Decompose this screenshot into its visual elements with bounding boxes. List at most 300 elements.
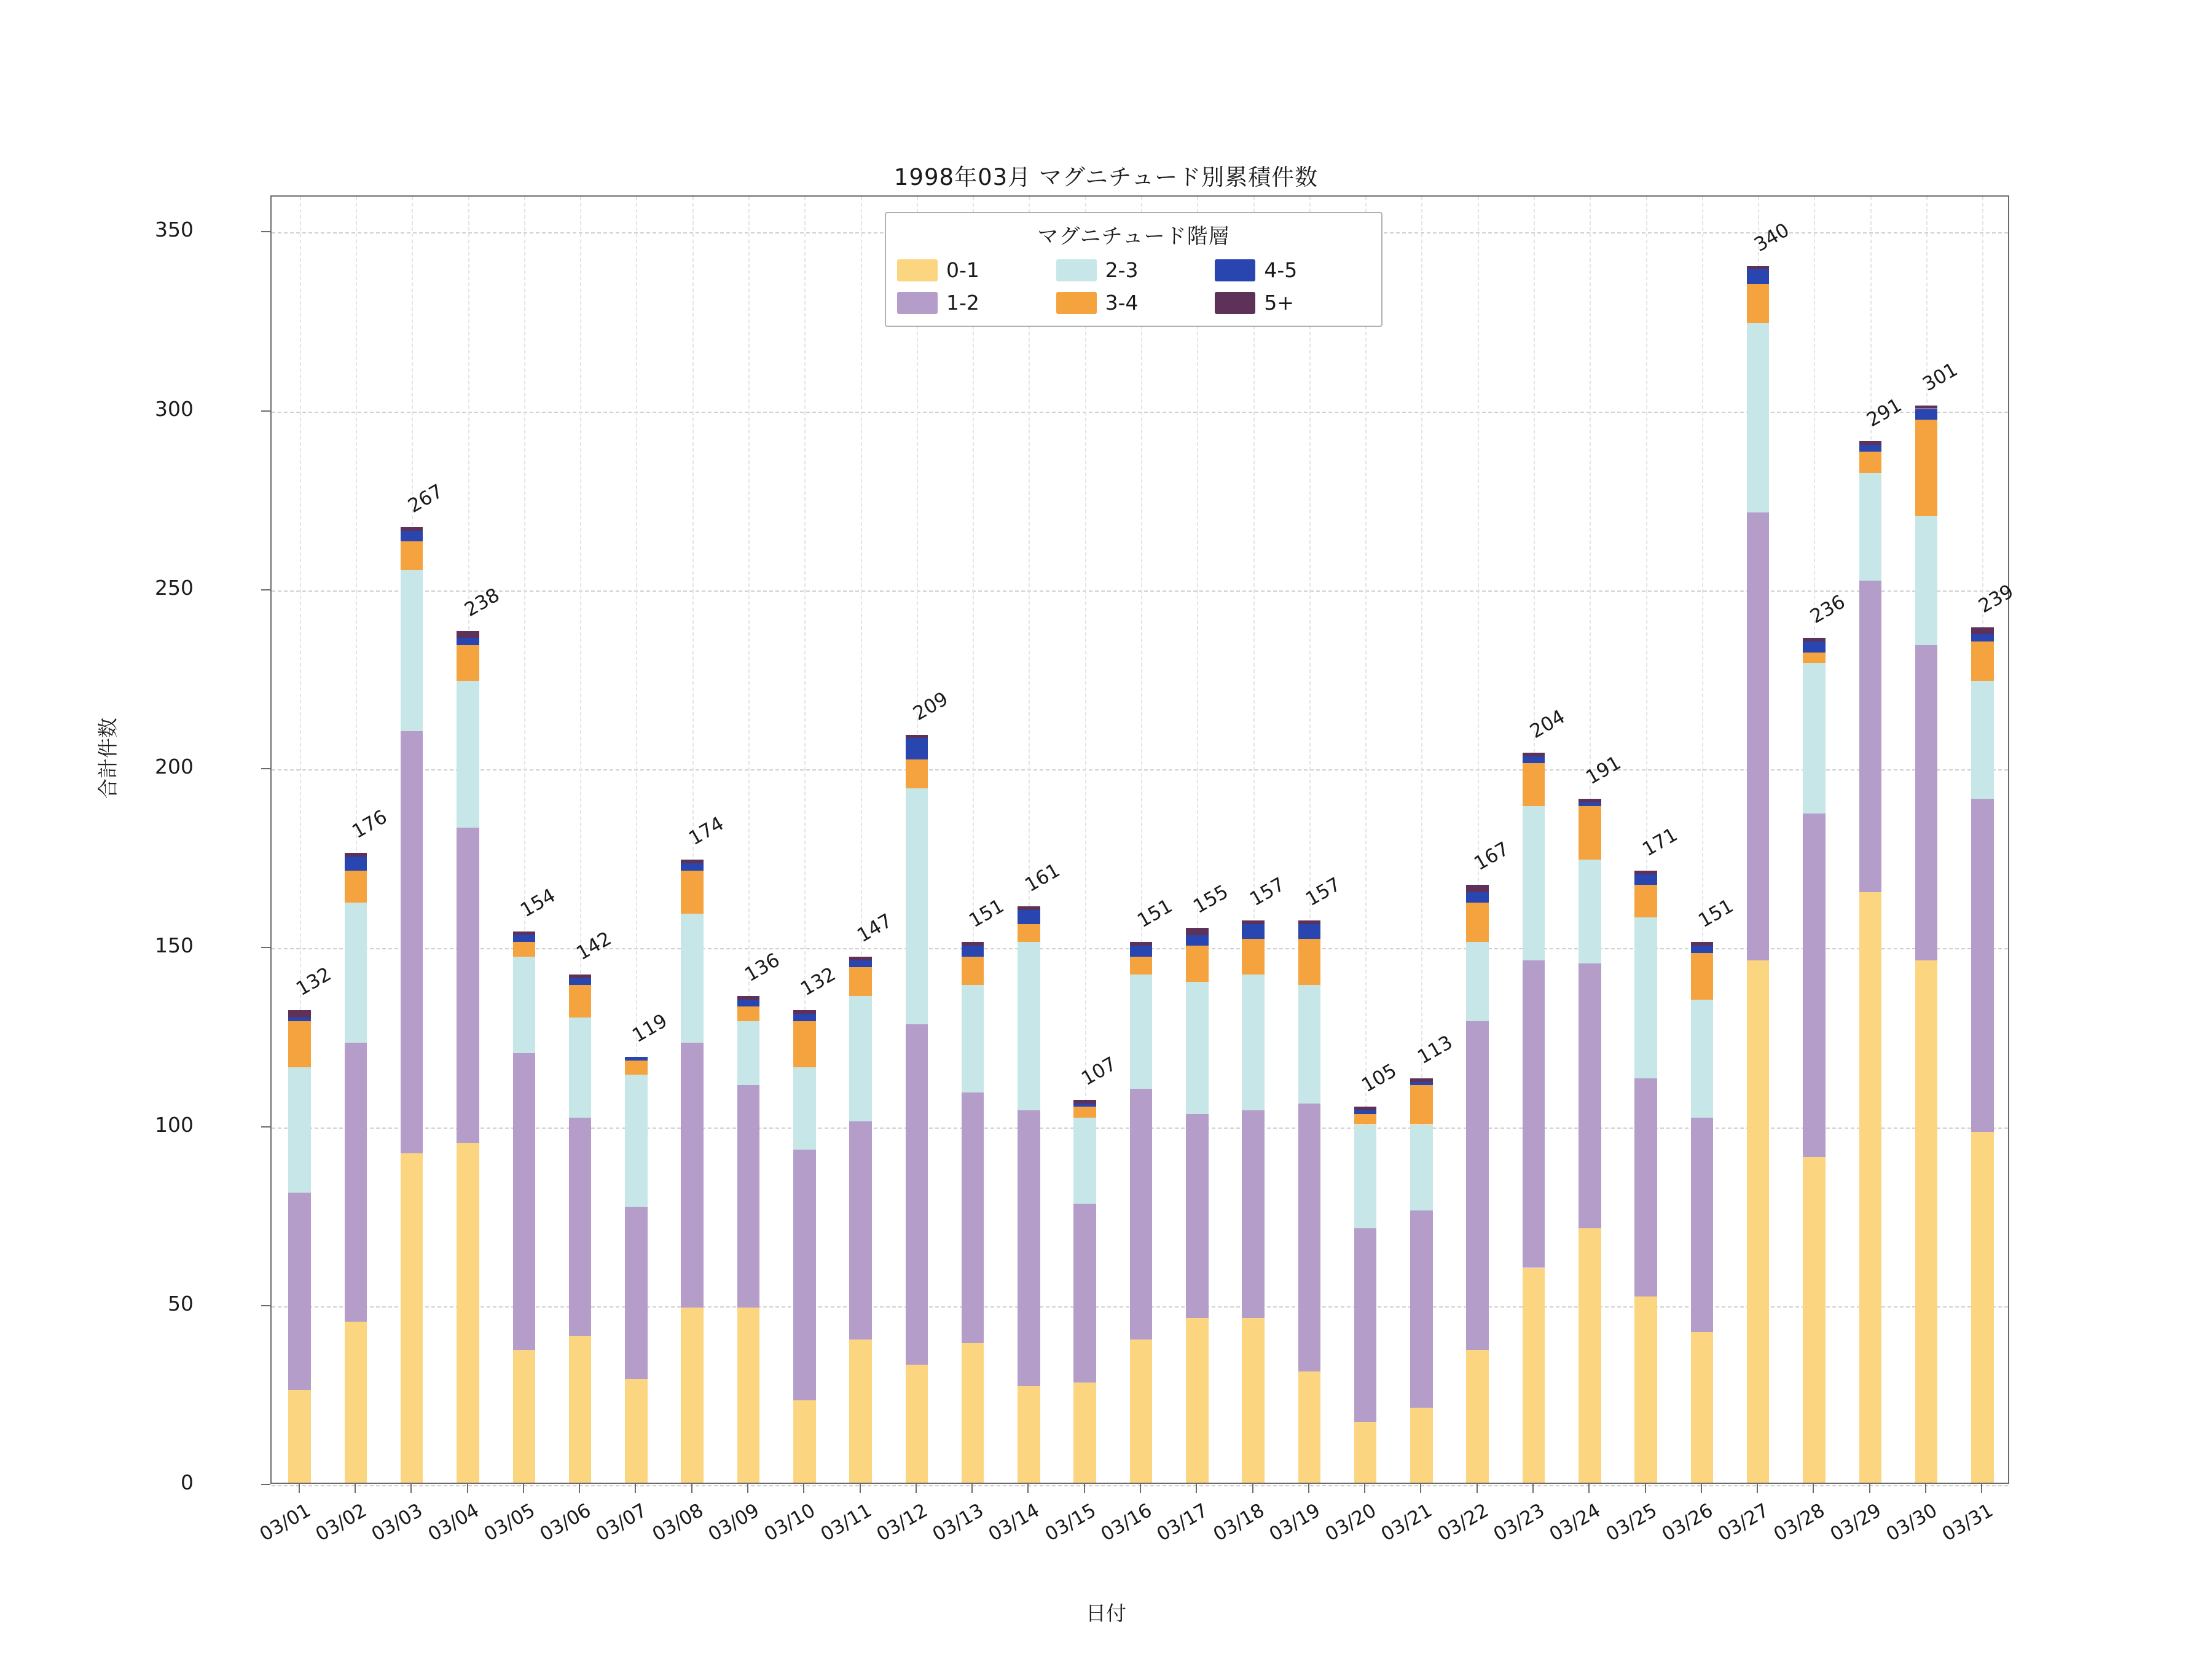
- bar-segment-2-3[interactable]: [513, 957, 536, 1053]
- bar-total-label: 167: [1470, 837, 1513, 876]
- bar-segment-4-5[interactable]: [1634, 874, 1657, 885]
- bar-segment-1-2[interactable]: [1242, 1110, 1265, 1318]
- legend-swatch-3-4: [1056, 292, 1097, 314]
- bar-total-label: 301: [1919, 358, 1962, 396]
- x-tick-label: 03/03: [367, 1499, 427, 1546]
- bar-segment-0-1[interactable]: [1466, 1350, 1489, 1483]
- x-tick-mark: [1925, 1484, 1926, 1493]
- x-tick-mark: [1532, 1484, 1534, 1493]
- legend-swatch-1-2: [897, 292, 938, 314]
- bar-segment-4-5[interactable]: [1747, 269, 1770, 283]
- bar-segment-1-2[interactable]: [962, 1092, 984, 1343]
- bar-segment-1-2[interactable]: [1186, 1114, 1209, 1318]
- bar-segment-3-4[interactable]: [737, 1006, 760, 1021]
- bar-segment-3-4[interactable]: [906, 759, 928, 788]
- bar-segment-0-1[interactable]: [1186, 1318, 1209, 1483]
- bar-segment-1-2[interactable]: [625, 1207, 648, 1379]
- bar-segment-4-5[interactable]: [962, 946, 984, 956]
- bar-segment-1-2[interactable]: [1466, 1021, 1489, 1351]
- bar-segment-1-2[interactable]: [1971, 799, 1994, 1132]
- bar-segment-1-2[interactable]: [569, 1118, 592, 1336]
- bar-segment-5+[interactable]: [1747, 266, 1770, 270]
- bar-group[interactable]: [1747, 194, 1794, 1483]
- bar-group[interactable]: [625, 194, 672, 1483]
- bar-group[interactable]: [1018, 194, 1064, 1483]
- x-tick-label: 03/12: [873, 1499, 931, 1546]
- x-tick-label: 03/02: [312, 1499, 371, 1546]
- bar-segment-0-1[interactable]: [793, 1400, 816, 1483]
- bar-segment-2-3[interactable]: [681, 914, 704, 1043]
- x-tick-label: 03/13: [928, 1499, 988, 1546]
- bar-segment-1-2[interactable]: [1410, 1210, 1433, 1407]
- bar-segment-5+[interactable]: [681, 860, 704, 863]
- x-tick-label: 03/20: [1321, 1499, 1381, 1546]
- x-tick-mark: [635, 1484, 636, 1493]
- bar-group[interactable]: [1466, 194, 1513, 1483]
- bar-segment-0-1[interactable]: [1410, 1408, 1433, 1483]
- bar-segment-4-5[interactable]: [569, 978, 592, 986]
- x-tick-mark: [299, 1484, 300, 1493]
- bar-segment-5+[interactable]: [1579, 799, 1601, 802]
- bar-segment-5+[interactable]: [1691, 942, 1714, 946]
- bar-segment-0-1[interactable]: [1634, 1296, 1657, 1483]
- bar-segment-3-4[interactable]: [569, 985, 592, 1017]
- bar-group[interactable]: [1859, 194, 1906, 1483]
- bar-segment-4-5[interactable]: [288, 1018, 311, 1021]
- x-tick-label: 03/24: [1545, 1499, 1605, 1546]
- x-tick-label: 03/01: [256, 1499, 315, 1546]
- bar-segment-0-1[interactable]: [1242, 1318, 1265, 1483]
- y-tick-label: 300: [155, 396, 194, 421]
- x-tick-label: 03/10: [760, 1499, 820, 1546]
- bar-group[interactable]: [1298, 194, 1345, 1483]
- bar-segment-3-4[interactable]: [625, 1061, 648, 1075]
- bar-segment-0-1[interactable]: [1130, 1339, 1153, 1483]
- bar-group[interactable]: [1915, 194, 1962, 1483]
- bar-segment-1-2[interactable]: [1073, 1204, 1096, 1382]
- legend-item-4-5[interactable]: [1215, 258, 1370, 282]
- bar-segment-4-5[interactable]: [906, 738, 928, 759]
- bar-segment-3-4[interactable]: [1691, 953, 1714, 1000]
- bar-segment-2-3[interactable]: [1859, 473, 1882, 581]
- legend-swatch-2-3: [1056, 259, 1097, 281]
- bar-group[interactable]: [457, 194, 503, 1483]
- bar-segment-2-3[interactable]: [1410, 1125, 1433, 1211]
- y-tick-mark: [261, 589, 270, 590]
- bar-segment-1-2[interactable]: [345, 1043, 367, 1322]
- y-tick-mark: [261, 768, 270, 769]
- plot-area: [270, 195, 2018, 1484]
- x-tick-label: 03/30: [1882, 1499, 1942, 1546]
- bar-segment-2-3[interactable]: [1130, 975, 1153, 1089]
- x-tick-label: 03/22: [1433, 1499, 1492, 1546]
- bar-segment-4-5[interactable]: [1579, 802, 1601, 806]
- legend-item-0-1[interactable]: [897, 258, 1053, 282]
- bar-segment-3-4[interactable]: [1579, 806, 1601, 860]
- bar-total-label: 174: [684, 812, 728, 850]
- bar-segment-1-2[interactable]: [288, 1193, 311, 1389]
- legend: [885, 212, 1382, 327]
- bar-segment-0-1[interactable]: [345, 1322, 367, 1483]
- bar-segment-1-2[interactable]: [401, 731, 423, 1153]
- bar-group[interactable]: [681, 194, 728, 1483]
- bar-group[interactable]: [513, 194, 560, 1483]
- bar-segment-4-5[interactable]: [1971, 634, 1994, 641]
- bar-segment-4-5[interactable]: [1915, 409, 1938, 420]
- bar-segment-0-1[interactable]: [1018, 1386, 1040, 1483]
- bar-segment-2-3[interactable]: [457, 681, 479, 828]
- x-tick-label: 03/29: [1826, 1499, 1885, 1546]
- bar-segment-2-3[interactable]: [569, 1018, 592, 1118]
- bar-segment-0-1[interactable]: [569, 1336, 592, 1483]
- legend-item-3-4[interactable]: [1056, 291, 1212, 315]
- bar-segment-5+[interactable]: [906, 735, 928, 739]
- bar-segment-4-5[interactable]: [345, 857, 367, 871]
- x-tick-mark: [860, 1484, 861, 1493]
- bar-total-label: 204: [1526, 705, 1569, 743]
- bar-segment-1-2[interactable]: [513, 1053, 536, 1350]
- bar-group[interactable]: [1354, 194, 1401, 1483]
- bar-segment-5+[interactable]: [1971, 627, 1994, 635]
- legend-label: 2-3: [1105, 258, 1139, 282]
- bar-segment-1-2[interactable]: [1298, 1104, 1321, 1372]
- bar-total-label: 136: [740, 949, 784, 986]
- bar-segment-3-4[interactable]: [1073, 1107, 1096, 1117]
- bar-segment-2-3[interactable]: [1971, 681, 1994, 799]
- x-tick-mark: [1757, 1484, 1758, 1493]
- bar-group[interactable]: [1410, 194, 1457, 1483]
- bar-segment-4-5[interactable]: [793, 1014, 816, 1021]
- bar-group[interactable]: [793, 194, 840, 1483]
- bar-total-label: 171: [1638, 823, 1681, 861]
- bar-segment-2-3[interactable]: [906, 788, 928, 1024]
- bar-segment-5+[interactable]: [569, 975, 592, 978]
- bar-total-label: 176: [348, 806, 391, 843]
- x-tick-label: 03/18: [1209, 1499, 1268, 1546]
- bar-segment-2-3[interactable]: [1298, 985, 1321, 1103]
- y-tick-label: 150: [155, 933, 194, 958]
- x-tick-mark: [467, 1484, 468, 1493]
- bar-segment-5+[interactable]: [1523, 753, 1545, 756]
- bar-segment-4-5[interactable]: [1859, 445, 1882, 452]
- bar-segment-2-3[interactable]: [849, 996, 872, 1121]
- bar-segment-0-1[interactable]: [849, 1339, 872, 1483]
- bar-group[interactable]: [288, 194, 335, 1483]
- bar-segment-1-2[interactable]: [1859, 581, 1882, 892]
- bar-segment-3-4[interactable]: [1523, 763, 1545, 806]
- bar-segment-4-5[interactable]: [625, 1057, 648, 1061]
- bar-segment-4-5[interactable]: [1410, 1082, 1433, 1086]
- y-tick-label: 0: [181, 1470, 194, 1494]
- bar-group[interactable]: [1186, 194, 1233, 1483]
- bar-segment-1-2[interactable]: [1691, 1118, 1714, 1333]
- bar-group[interactable]: [1803, 194, 1849, 1483]
- bar-segment-5+[interactable]: [737, 996, 760, 1000]
- x-tick-label: 03/06: [536, 1499, 595, 1546]
- bar-segment-2-3[interactable]: [625, 1075, 648, 1207]
- bar-segment-5+[interactable]: [1130, 942, 1153, 946]
- bar-segment-4-5[interactable]: [1073, 1104, 1096, 1107]
- bar-segment-4-5[interactable]: [513, 935, 536, 943]
- bar-segment-5+[interactable]: [1354, 1107, 1377, 1110]
- bar-segment-5+[interactable]: [1634, 871, 1657, 874]
- bar-segment-3-4[interactable]: [288, 1021, 311, 1068]
- bar-segment-3-4[interactable]: [793, 1021, 816, 1068]
- x-tick-label: 03/17: [1153, 1499, 1212, 1546]
- bar-segment-0-1[interactable]: [1915, 960, 1938, 1483]
- bar-segment-4-5[interactable]: [1354, 1110, 1377, 1114]
- legend-swatch-4-5: [1215, 259, 1255, 281]
- y-tick-mark: [261, 1484, 270, 1485]
- bar-segment-0-1[interactable]: [1691, 1332, 1714, 1483]
- bar-segment-0-1[interactable]: [1298, 1371, 1321, 1483]
- bar-segment-2-3[interactable]: [1579, 860, 1601, 963]
- y-tick-label: 50: [168, 1291, 194, 1316]
- bar-segment-1-2[interactable]: [1915, 645, 1938, 960]
- bar-segment-3-4[interactable]: [1298, 939, 1321, 986]
- x-tick-mark: [1420, 1484, 1421, 1493]
- bar-segment-1-2[interactable]: [1130, 1089, 1153, 1339]
- bar-segment-2-3[interactable]: [793, 1067, 816, 1150]
- legend-item-2-3[interactable]: [1056, 258, 1212, 282]
- bar-segment-4-5[interactable]: [1018, 910, 1040, 924]
- bar-segment-1-2[interactable]: [793, 1150, 816, 1400]
- bar-segment-0-1[interactable]: [1747, 960, 1770, 1483]
- bar-segment-3-4[interactable]: [1915, 420, 1938, 516]
- x-tick-label: 03/04: [424, 1499, 483, 1546]
- bar-segment-0-1[interactable]: [1523, 1268, 1545, 1483]
- bar-segment-5+[interactable]: [1410, 1078, 1433, 1082]
- bar-segment-0-1[interactable]: [288, 1390, 311, 1483]
- x-tick-label: 03/15: [1041, 1499, 1100, 1546]
- bar-group[interactable]: [906, 194, 952, 1483]
- bar-segment-4-5[interactable]: [1523, 756, 1545, 764]
- bar-segment-2-3[interactable]: [1466, 942, 1489, 1021]
- bar-segment-2-3[interactable]: [1354, 1125, 1377, 1229]
- chart-title: 1998年03月 マグニチュード別累積件数: [893, 164, 1319, 190]
- bar-segment-2-3[interactable]: [288, 1067, 311, 1193]
- bar-segment-1-2[interactable]: [681, 1043, 704, 1308]
- bar-segment-4-5[interactable]: [1803, 641, 1826, 652]
- y-tick-label: 250: [155, 575, 194, 600]
- x-tick-mark: [410, 1484, 412, 1493]
- y-tick-mark: [261, 1126, 270, 1128]
- bar-total-label: 147: [853, 909, 896, 947]
- bar-segment-1-2[interactable]: [849, 1121, 872, 1339]
- bar-segment-5+[interactable]: [1073, 1100, 1096, 1104]
- bar-segment-3-4[interactable]: [457, 645, 479, 681]
- bar-segment-2-3[interactable]: [401, 570, 423, 731]
- bar-group[interactable]: [1073, 194, 1120, 1483]
- bar-segment-1-2[interactable]: [1803, 814, 1826, 1157]
- bar-group[interactable]: [1130, 194, 1177, 1483]
- bar-segment-1-2[interactable]: [1634, 1078, 1657, 1296]
- bar-segment-3-4[interactable]: [1018, 924, 1040, 942]
- bar-segment-0-1[interactable]: [513, 1350, 536, 1483]
- bar-segment-4-5[interactable]: [457, 638, 479, 645]
- x-tick-label: 03/25: [1602, 1499, 1661, 1546]
- bar-segment-0-1[interactable]: [1859, 892, 1882, 1483]
- bar-segment-0-1[interactable]: [1073, 1382, 1096, 1483]
- bar-segment-4-5[interactable]: [1298, 924, 1321, 938]
- bar-segment-3-4[interactable]: [1859, 452, 1882, 473]
- bar-segment-3-4[interactable]: [1971, 641, 1994, 681]
- bar-segment-0-1[interactable]: [906, 1365, 928, 1483]
- bar-segment-0-1[interactable]: [1354, 1422, 1377, 1483]
- y-tick-mark: [261, 231, 270, 232]
- bar-segment-5+[interactable]: [1298, 920, 1321, 924]
- bar-segment-4-5[interactable]: [1466, 892, 1489, 903]
- bar-segment-4-5[interactable]: [737, 1000, 760, 1007]
- bar-segment-2-3[interactable]: [1018, 942, 1040, 1110]
- legend-items: [897, 258, 1370, 315]
- bar-segment-5+[interactable]: [1186, 928, 1209, 935]
- bar-segment-1-2[interactable]: [1579, 963, 1601, 1228]
- bar-segment-3-4[interactable]: [345, 871, 367, 903]
- bar-segment-5+[interactable]: [962, 942, 984, 946]
- bar-segment-0-1[interactable]: [1971, 1132, 1994, 1483]
- bar-segment-0-1[interactable]: [457, 1143, 479, 1483]
- bar-segment-4-5[interactable]: [681, 863, 704, 871]
- bar-segment-2-3[interactable]: [1803, 663, 1826, 814]
- bar-segment-4-5[interactable]: [1186, 935, 1209, 946]
- bar-total-label: 191: [1582, 751, 1625, 790]
- bar-segment-0-1[interactable]: [962, 1343, 984, 1483]
- bar-segment-3-4[interactable]: [1803, 653, 1826, 663]
- legend-item-5+[interactable]: [1215, 291, 1370, 315]
- bar-total-label: 209: [909, 687, 952, 725]
- bar-segment-5+[interactable]: [793, 1010, 816, 1014]
- bar-segment-4-5[interactable]: [1130, 946, 1153, 956]
- bar-segment-5+[interactable]: [288, 1010, 311, 1018]
- x-tick-mark: [1701, 1484, 1702, 1493]
- bar-segment-2-3[interactable]: [962, 985, 984, 1092]
- bar-segment-5+[interactable]: [1466, 885, 1489, 892]
- bar-segment-1-2[interactable]: [1523, 960, 1545, 1268]
- bar-segment-2-3[interactable]: [737, 1021, 760, 1086]
- bar-group[interactable]: [569, 194, 616, 1483]
- bar-group[interactable]: [1971, 194, 2018, 1483]
- bar-segment-0-1[interactable]: [681, 1308, 704, 1483]
- bar-segment-3-4[interactable]: [1410, 1085, 1433, 1124]
- bar-segment-5+[interactable]: [345, 853, 367, 857]
- bar-total-label: 119: [629, 1010, 672, 1047]
- x-tick-label: 03/09: [704, 1499, 763, 1546]
- bar-segment-3-4[interactable]: [513, 942, 536, 956]
- bar-segment-5+[interactable]: [1859, 441, 1882, 445]
- bar-group[interactable]: [1691, 194, 1738, 1483]
- bar-group[interactable]: [1579, 194, 1625, 1483]
- bar-segment-3-4[interactable]: [1466, 903, 1489, 942]
- bar-segment-5+[interactable]: [457, 631, 479, 638]
- x-tick-label: 03/08: [648, 1499, 707, 1546]
- bar-segment-2-3[interactable]: [1915, 516, 1938, 645]
- bar-segment-5+[interactable]: [1242, 920, 1265, 924]
- bar-total-label: 291: [1862, 394, 1906, 431]
- legend-swatch-5+: [1215, 292, 1255, 314]
- y-tick-mark: [261, 947, 270, 948]
- x-tick-mark: [1084, 1484, 1085, 1493]
- bar-segment-1-2[interactable]: [1747, 512, 1770, 960]
- x-tick-label: 03/31: [1938, 1499, 1998, 1546]
- bar-segment-3-4[interactable]: [1186, 946, 1209, 981]
- bar-total-label: 154: [516, 884, 560, 922]
- bar-segment-4-5[interactable]: [1691, 946, 1714, 953]
- bar-group[interactable]: [1634, 194, 1681, 1483]
- bar-segment-4-5[interactable]: [1242, 924, 1265, 938]
- bar-segment-4-5[interactable]: [849, 960, 872, 968]
- bar-segment-3-4[interactable]: [849, 967, 872, 996]
- bar-segment-3-4[interactable]: [401, 541, 423, 570]
- bar-total-label: 107: [1077, 1052, 1120, 1090]
- bar-segment-5+[interactable]: [1018, 906, 1040, 910]
- bar-segment-1-2[interactable]: [457, 828, 479, 1143]
- bar-total-label: 239: [1975, 580, 2018, 618]
- bar-segment-0-1[interactable]: [1579, 1228, 1601, 1483]
- bar-segment-2-3[interactable]: [1691, 1000, 1714, 1118]
- bar-segment-0-1[interactable]: [625, 1379, 648, 1483]
- bar-segment-0-1[interactable]: [401, 1153, 423, 1483]
- legend-item-1-2[interactable]: [897, 291, 1053, 315]
- bar-group[interactable]: [401, 194, 447, 1483]
- bar-segment-1-2[interactable]: [737, 1085, 760, 1307]
- bar-segment-1-2[interactable]: [1354, 1228, 1377, 1422]
- bar-segment-5+[interactable]: [513, 931, 536, 935]
- bar-segment-5+[interactable]: [849, 957, 872, 960]
- bar-segment-3-4[interactable]: [1634, 885, 1657, 917]
- bar-segment-3-4[interactable]: [1747, 284, 1770, 323]
- bar-segment-5+[interactable]: [401, 527, 423, 531]
- bar-segment-3-4[interactable]: [962, 957, 984, 986]
- bar-group[interactable]: [962, 194, 1008, 1483]
- x-tick-mark: [1588, 1484, 1590, 1493]
- bar-segment-2-3[interactable]: [1242, 975, 1265, 1110]
- bar-group[interactable]: [737, 194, 784, 1483]
- legend-label: 0-1: [946, 258, 979, 282]
- bar-segment-5+[interactable]: [1915, 406, 1938, 409]
- bar-segment-5+[interactable]: [1803, 638, 1826, 641]
- bar-segment-0-1[interactable]: [1803, 1157, 1826, 1483]
- bar-segment-3-4[interactable]: [1130, 957, 1153, 975]
- x-tick-label: 03/14: [985, 1499, 1044, 1546]
- x-tick-mark: [916, 1484, 917, 1493]
- bar-segment-1-2[interactable]: [906, 1024, 928, 1364]
- bar-segment-2-3[interactable]: [1747, 323, 1770, 513]
- bar-segment-2-3[interactable]: [345, 903, 367, 1042]
- bar-segment-2-3[interactable]: [1523, 806, 1545, 960]
- bar-segment-0-1[interactable]: [737, 1308, 760, 1483]
- bar-segment-2-3[interactable]: [1186, 982, 1209, 1115]
- bar-segment-3-4[interactable]: [1242, 939, 1265, 975]
- x-tick-mark: [1252, 1484, 1253, 1493]
- x-tick-label: 03/11: [817, 1499, 876, 1546]
- bar-group[interactable]: [1523, 194, 1569, 1483]
- bar-total-label: 132: [797, 963, 840, 1001]
- bar-group[interactable]: [345, 194, 391, 1483]
- bar-segment-2-3[interactable]: [1073, 1118, 1096, 1204]
- x-tick-mark: [579, 1484, 580, 1493]
- x-tick-mark: [971, 1484, 973, 1493]
- bar-segment-2-3[interactable]: [1634, 917, 1657, 1078]
- bar-segment-3-4[interactable]: [1354, 1114, 1377, 1124]
- x-tick-mark: [1027, 1484, 1029, 1493]
- bar-segment-3-4[interactable]: [681, 871, 704, 914]
- bar-segment-4-5[interactable]: [401, 531, 423, 541]
- x-tick-label: 03/16: [1097, 1499, 1156, 1546]
- bar-segment-1-2[interactable]: [1018, 1110, 1040, 1386]
- x-axis-label: 日付: [1086, 1601, 1126, 1625]
- bar-group[interactable]: [849, 194, 896, 1483]
